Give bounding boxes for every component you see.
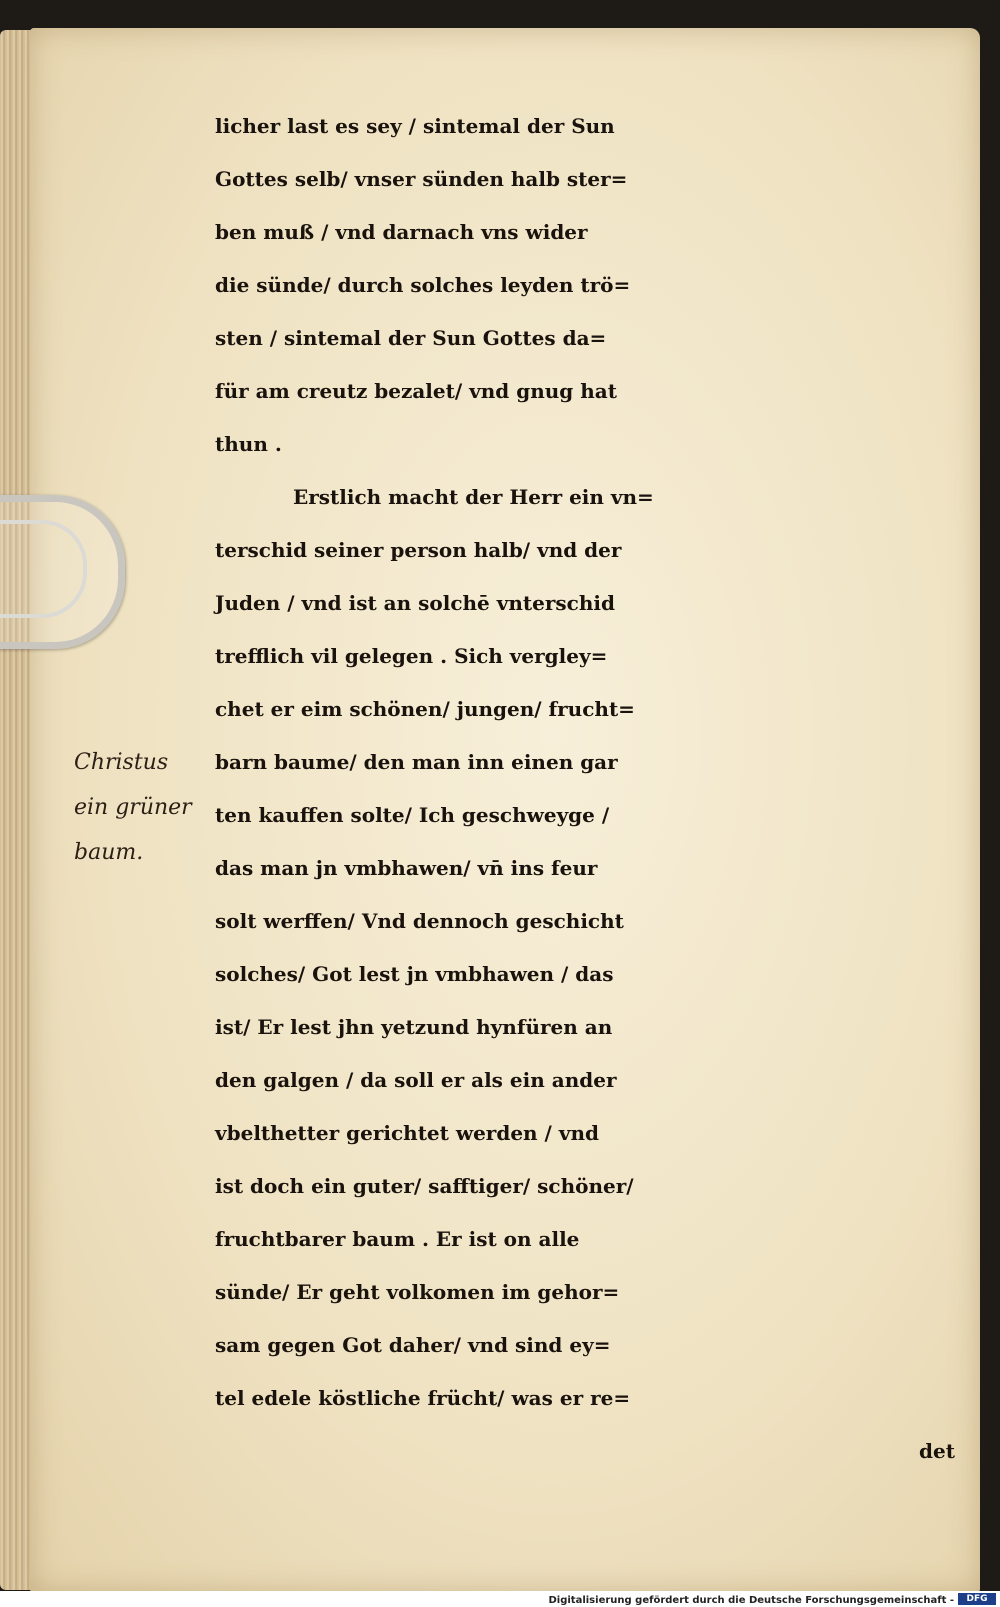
footer-bar [0, 1591, 1000, 1607]
text-line: Gottes selb/ vnser sünden halb ster= [215, 167, 628, 191]
text-line: chet er eim schönen/ jungen/ frucht= [215, 697, 635, 721]
catchword: det [919, 1439, 955, 1463]
text-line: das man jn vmbhawen/ vn̄ ins feur [215, 856, 598, 880]
marginal-note [74, 740, 224, 875]
text-line: terschid seiner person halb/ vnd der [215, 538, 622, 562]
paper-clip-inner-loop [0, 520, 87, 618]
text-line: ist/ Er lest jhn yetzund hynfüren an [215, 1015, 613, 1039]
text-line: die sünde/ durch solches leyden trö= [215, 273, 631, 297]
marginal-note-line: baum. [74, 840, 144, 865]
text-line: sten / sintemal der Sun Gottes da= [215, 326, 607, 350]
marginal-note-line: Christus [74, 750, 169, 775]
main-text-block [215, 100, 955, 1478]
text-line: vbelthetter gerichtet werden / vnd [215, 1121, 599, 1145]
text-line: fruchtbarer baum . Er ist on alle [215, 1227, 580, 1251]
text-line: tel edele köstliche frücht/ was er re= [215, 1386, 631, 1410]
text-line: thun . [215, 432, 282, 456]
text-line: solt werffen/ Vnd dennoch geschicht [215, 909, 624, 933]
text-line: Juden / vnd ist an solchē vnterschid [215, 591, 615, 615]
marginal-note-line: ein grüner [74, 795, 192, 820]
text-line: sam gegen Got daher/ vnd sind ey= [215, 1333, 611, 1357]
paper-clip-icon [0, 495, 125, 649]
text-line: licher last es sey / sintemal der Sun [215, 114, 615, 138]
text-line: den galgen / da soll er als ein ander [215, 1068, 617, 1092]
text-line: ist doch ein guter/ safftiger/ schöner/ [215, 1174, 634, 1198]
text-line: ben muß / vnd darnach vns wider [215, 220, 588, 244]
text-line: für am creutz bezalet/ vnd gnug hat [215, 379, 617, 403]
text-line: barn baume/ den man inn einen gar [215, 750, 618, 774]
dfg-logo-icon: DFG [958, 1593, 996, 1605]
text-line: trefflich vil gelegen . Sich vergley= [215, 644, 608, 668]
paragraph-start-line: Erstlich macht der Herr ein vn= [293, 485, 654, 509]
text-line: sünde/ Er geht volkomen im gehor= [215, 1280, 620, 1304]
funding-credit: Digitalisierung gefördert durch die Deutsche Forschungsgemeinschaft - [548, 1595, 954, 1606]
text-line: solches/ Got lest jn vmbhawen / das [215, 962, 614, 986]
text-line: ten kauffen solte/ Ich geschweyge / [215, 803, 610, 827]
